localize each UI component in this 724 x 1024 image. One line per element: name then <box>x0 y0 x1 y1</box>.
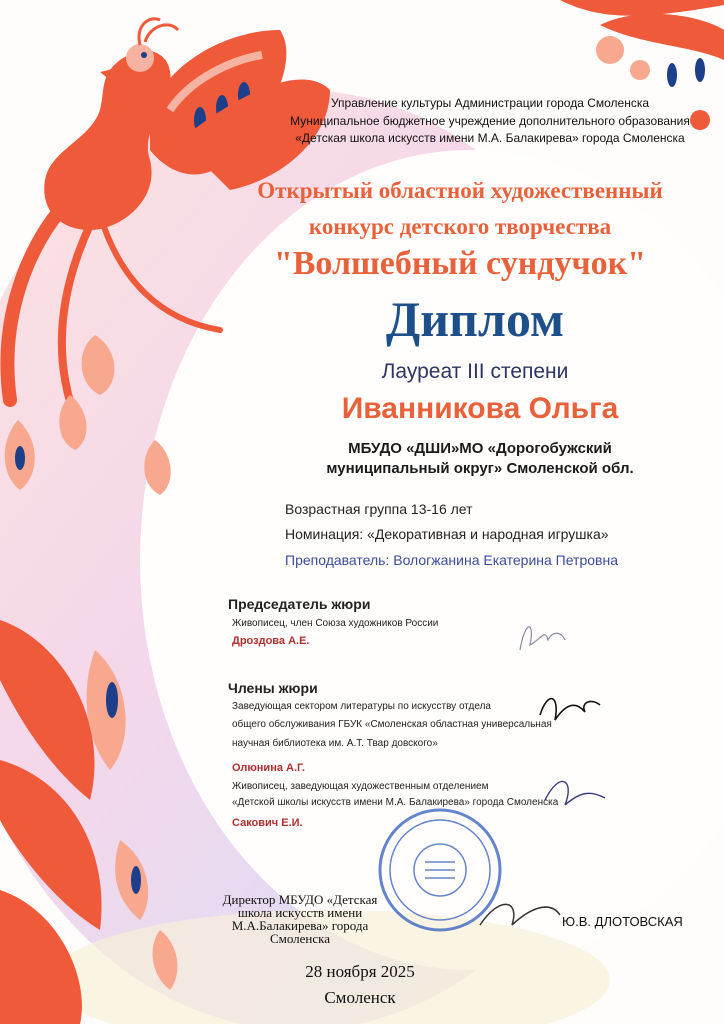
contest-title-line-2: конкурс детского творчества <box>308 214 612 239</box>
director-title-line-3: М.А.Балакирева» города <box>231 918 369 933</box>
city: Смоленск <box>324 988 396 1007</box>
member2-name: Сакович Е.И. <box>232 817 303 829</box>
member1-description-line-2: общего обслуживания ГБУК «Смоленская областная универсальная <box>232 719 552 730</box>
age-group: Возрастная группа 13-16 лет <box>285 501 473 517</box>
member2-description-line-2: «Детской школы искусств имени М.А. Балакирева» города Смоленска <box>232 797 559 808</box>
teacher: Преподаватель: Вологжанина Екатерина Петровна <box>285 552 618 568</box>
organization-line-2: муниципальный округ» Смоленской обл. <box>326 460 634 477</box>
nomination: Номинация: «Декоративная и народная игрушка» <box>285 526 609 542</box>
jury-chair-heading: Председатель жюри <box>228 596 371 612</box>
date: 28 ноября 2025 <box>305 962 415 981</box>
recipient-name: Иванникова Ольга <box>341 392 619 425</box>
director-title-line-1: Директор МБУДО «Детская <box>222 892 378 907</box>
header-line-3: «Детская школа искусств имени М.А. Балакирева» города Смоленска <box>295 131 685 145</box>
member1-name: Олюнина А.Г. <box>232 762 305 774</box>
director-title <box>220 893 380 945</box>
header-line-1: Управление культуры Администрации города Смоленска <box>330 96 650 110</box>
member1-description-line-1: Заведующая сектором литературы по искусству отдела <box>232 701 491 712</box>
diploma-title: Диплом <box>385 291 565 347</box>
jury-chair-name: Дроздова А.Е. <box>232 635 310 647</box>
jury-chair-description: Живописец, член Союза художников России <box>232 618 439 629</box>
director-title-line-4: Смоленска <box>269 931 331 946</box>
contest-title-line-1: Открытый областной художественный <box>257 178 663 203</box>
organization-line-1: МБУДО «ДШИ»МО «Дорогобужский <box>348 440 612 457</box>
director-name: Ю.В. ДЛОТОВСКАЯ <box>562 914 683 929</box>
header-line-2: Муниципальное бюджетное учреждение дополнительного образования <box>290 114 690 128</box>
member1-description-line-3: научная библиотека им. А.Т. Твар довского» <box>232 738 438 749</box>
jury-members-heading: Члены жюри <box>228 680 318 696</box>
diploma-degree: Лауреат III степени <box>381 360 569 383</box>
contest-name: "Волшебный сундучок" <box>273 245 647 282</box>
director-title-line-2: школа искусств имени <box>237 905 363 920</box>
member2-description-line-1: Живописец, заведующая художественным отделением <box>232 781 489 792</box>
